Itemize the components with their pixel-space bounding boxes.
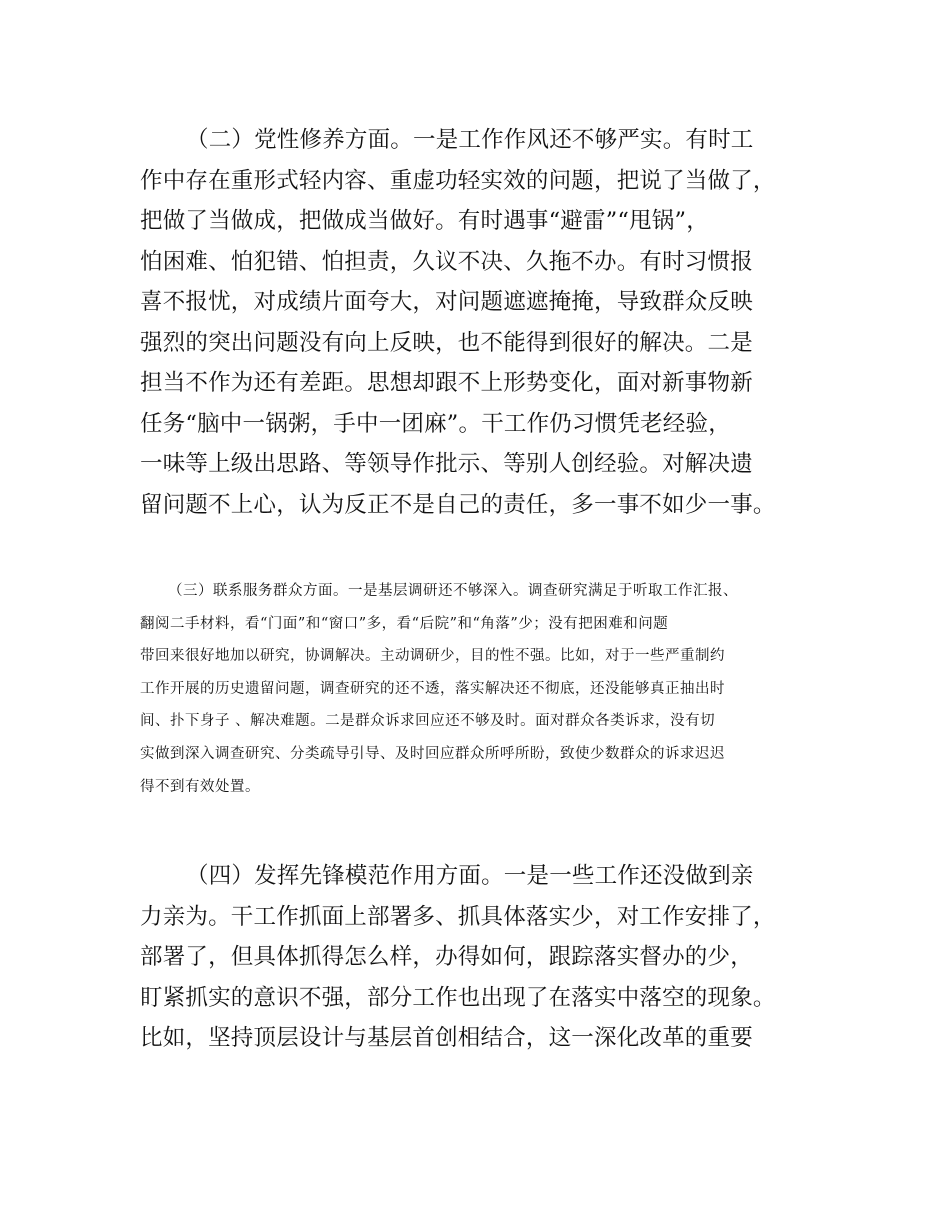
- text-line: 盯紧抓实的意识不强，部分工作也出现了在落实中落空的现象。: [140, 984, 776, 1011]
- text-line: 得不到有效处置。: [140, 778, 260, 795]
- text-line: （三）联系服务群众方面。一是基层调研还不够深入。调查研究满足于听取工作汇报、: [168, 583, 738, 599]
- text-line: 翻阅二手材料，看“门面”和“窗口”多，看“后院”和“角落”少；没有把困难和问题: [140, 615, 669, 632]
- text-line: （二）党性修养方面。一是工作作风还不够严实。有时工: [186, 127, 754, 153]
- paragraph-section-3: [140, 575, 830, 803]
- text-line: 喜不报忧，对成绩片面夸大，对问题遮遮掩掩，导致群众反映: [140, 289, 753, 315]
- text-line: 一味等上级出思路、等领导作批示、等别人创经验。对解决遗: [140, 451, 753, 477]
- text-line: 强烈的突出问题没有向上反映，也不能得到很好的解决。二是: [140, 329, 753, 356]
- text-line: 怕困难、怕犯错、怕担责，久议不决、久拖不办。有时习惯报: [140, 248, 753, 275]
- text-line: 力亲为。干工作抓面上部署多、抓具体落实少，对工作安排了，: [140, 903, 776, 930]
- paragraph-section-4: [140, 856, 830, 1059]
- text-line: 把做了当做成，把做成当做好。有时遇事“避雷”“甩锅”，: [140, 208, 709, 234]
- text-line: 带回来很好地加以研究，协调解决。主动调研少，目的性不强。比如，对于一些严重制约: [140, 648, 725, 665]
- text-line: 作中存在重形式轻内容、重虚功轻实效的问题，把说了当做了，: [140, 167, 776, 194]
- text-line: 间、扑下身子 、解决难题。二是群众诉求回应还不够及时。面对群众各类诉求，没有切: [140, 713, 716, 730]
- text-line: （四）发挥先锋模范作用方面。一是一些工作还没做到亲: [186, 863, 754, 889]
- text-line: 实做到深入调查研究、分类疏导引导、及时回应群众所呼所盼，致使少数群众的诉求迟迟: [140, 745, 725, 762]
- text-line: 任务“脑中一锅粥，手中一团麻”。干工作仍习惯凭老经验，: [140, 410, 731, 437]
- text-line: 部署了，但具体抓得怎么样，办得如何，跟踪落实督办的少，: [140, 944, 753, 970]
- text-line: 工作开展的历史遗留问题，调查研究的还不透，落实解决还不彻底，还没能够真正抽出时: [140, 680, 725, 697]
- text-line: 担当不作为还有差距。思想却跟不上形势变化，面对新事物新: [140, 370, 753, 396]
- text-line: 比如，坚持顶层设计与基层首创相结合，这一深化改革的重要: [140, 1025, 753, 1051]
- text-line: 留问题不上心，认为反正不是自己的责任，多一事不如少一事。: [140, 491, 776, 518]
- paragraph-section-2: [140, 120, 830, 525]
